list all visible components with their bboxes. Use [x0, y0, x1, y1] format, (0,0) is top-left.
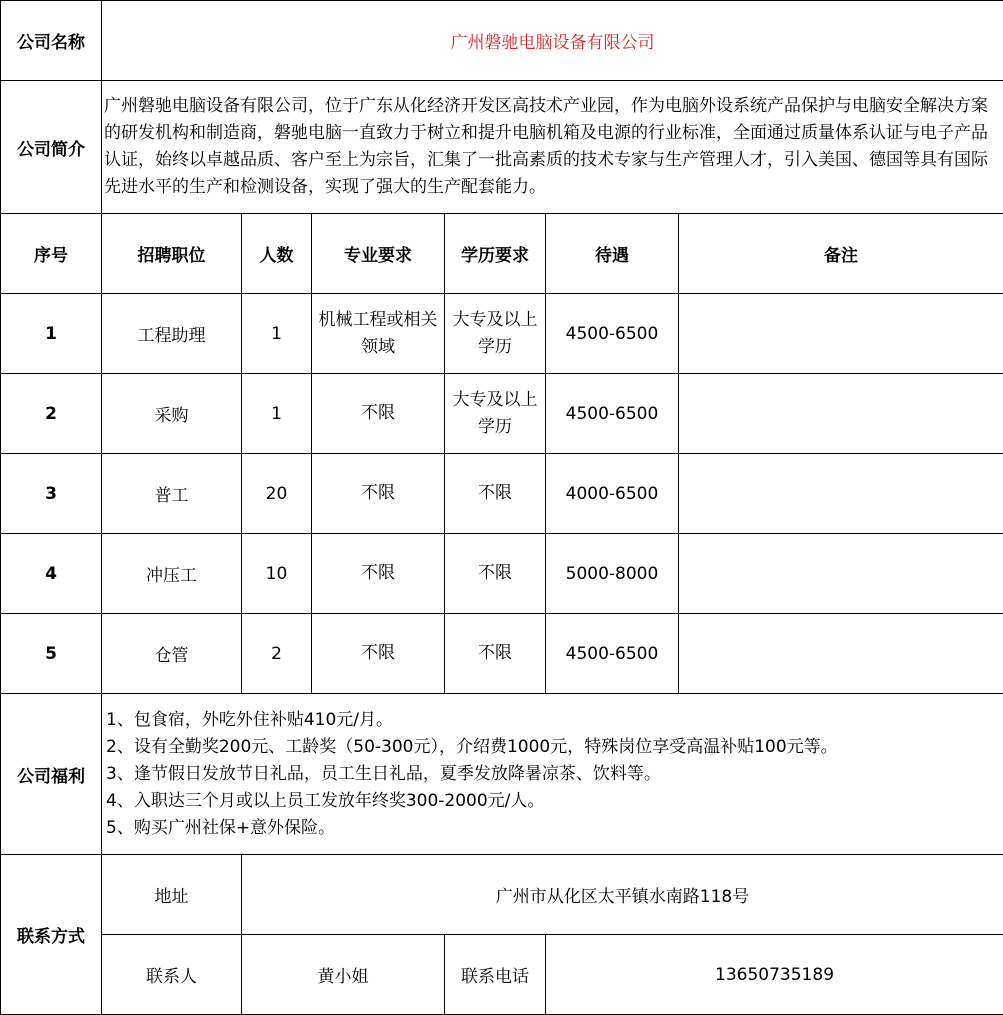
company-intro-row: [1, 81, 1003, 214]
benefits-list: [102, 694, 1003, 855]
job-no: 5: [1, 614, 102, 694]
job-position: 仓管: [102, 614, 242, 694]
company-name: 广州磐驰电脑设备有限公司: [102, 1, 1003, 81]
job-position: 冲压工: [102, 534, 242, 614]
job-major: 不限: [312, 534, 445, 614]
job-row: [1, 614, 1003, 694]
job-salary: 4500-6500: [546, 614, 679, 694]
job-education: 不限: [445, 534, 546, 614]
company-name-row: [1, 1, 1003, 81]
job-row: [1, 294, 1003, 374]
job-position: 采购: [102, 374, 242, 454]
job-row: [1, 534, 1003, 614]
header-remark: 备注: [679, 214, 1003, 294]
header-major: 专业要求: [312, 214, 445, 294]
person-value: 黄小姐: [242, 935, 445, 1015]
job-education: 不限: [445, 614, 546, 694]
benefit-item: 4、入职达三个月或以上员工发放年终奖300-2000元/人。: [106, 790, 545, 811]
phone-value: 13650735189: [546, 935, 1003, 1015]
job-remark: [679, 294, 1003, 374]
contact-person-row: [1, 935, 1003, 1015]
header-no: 序号: [1, 214, 102, 294]
job-row: [1, 454, 1003, 534]
job-salary: 5000-8000: [546, 534, 679, 614]
job-position: 工程助理: [102, 294, 242, 374]
phone-label: 联系电话: [445, 935, 546, 1015]
job-row: [1, 374, 1003, 454]
person-label: 联系人: [102, 935, 242, 1015]
job-no: 3: [1, 454, 102, 534]
header-position: 招聘职位: [102, 214, 242, 294]
header-count: 人数: [242, 214, 312, 294]
job-major: 机械工程或相关领域: [312, 294, 445, 374]
job-no: 4: [1, 534, 102, 614]
contact-label: 联系方式: [1, 855, 102, 1015]
job-count: 1: [242, 374, 312, 454]
job-education: 大专及以上学历: [445, 374, 546, 454]
benefit-item: 5、购买广州社保+意外保险。: [106, 817, 336, 838]
job-no: 2: [1, 374, 102, 454]
company-name-label: 公司名称: [1, 1, 102, 81]
job-major: 不限: [312, 454, 445, 534]
contact-address-row: [1, 855, 1003, 935]
job-education: 不限: [445, 454, 546, 534]
benefits-label: 公司福利: [1, 694, 102, 855]
job-remark: [679, 614, 1003, 694]
job-major: 不限: [312, 614, 445, 694]
jobs-header-row: [1, 214, 1003, 294]
company-intro-text: 广州磐驰电脑设备有限公司，位于广东从化经济开发区高技术产业园，作为电脑外设系统产品保护与电脑安全解决方案的研发机构和制造商，磐驰电脑一直致力于树立和提升电脑机箱及电源的行业标准，全面通过质量体系认证与电子产品认证，始终以卓越品质、客户至上为宗旨，汇集了一批高素质的技术专家与生产管理人才，引入美国、德国等具有国际先进水平的生产和检测设备，实现了强大的生产配套能力。: [102, 81, 1003, 214]
benefit-item: 1、包食宿，外吃外住补贴410元/月。: [106, 709, 393, 730]
job-count: 2: [242, 614, 312, 694]
job-salary: 4500-6500: [546, 374, 679, 454]
job-major: 不限: [312, 374, 445, 454]
job-remark: [679, 534, 1003, 614]
job-count: 20: [242, 454, 312, 534]
job-position: 普工: [102, 454, 242, 534]
benefit-item: 2、设有全勤奖200元、工龄奖（50-300元），介绍费1000元，特殊岗位享受高温补贴100元等。: [106, 736, 838, 757]
header-education: 学历要求: [445, 214, 546, 294]
job-remark: [679, 374, 1003, 454]
job-salary: 4000-6500: [546, 454, 679, 534]
job-remark: [679, 454, 1003, 534]
address-label: 地址: [102, 855, 242, 935]
header-salary: 待遇: [546, 214, 679, 294]
address-value: 广州市从化区太平镇水南路118号: [242, 855, 1003, 935]
job-no: 1: [1, 294, 102, 374]
job-salary: 4500-6500: [546, 294, 679, 374]
benefits-row: [1, 694, 1003, 855]
benefit-item: 3、逢节假日发放节日礼品，员工生日礼品，夏季发放降暑凉茶、饮料等。: [106, 763, 661, 784]
job-education: 大专及以上学历: [445, 294, 546, 374]
job-count: 1: [242, 294, 312, 374]
job-count: 10: [242, 534, 312, 614]
company-intro-label: 公司简介: [1, 81, 102, 214]
